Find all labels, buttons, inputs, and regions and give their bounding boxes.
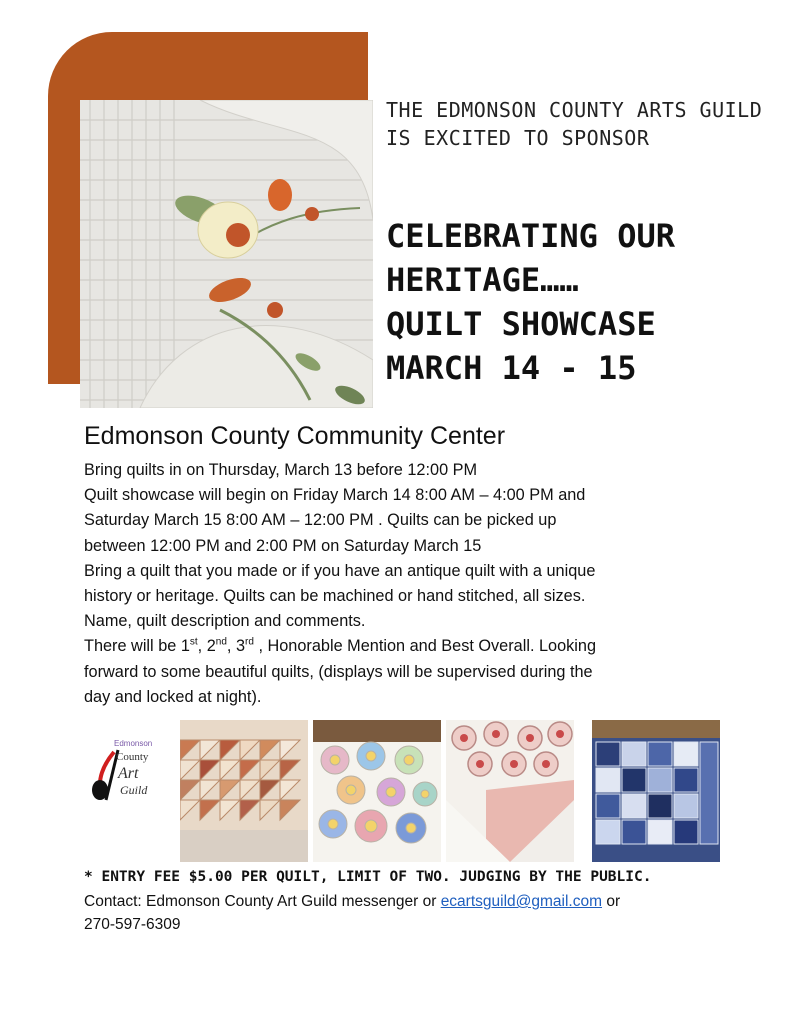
event-headline xyxy=(386,214,776,390)
bring-line-3: Name, quilt description and comments. xyxy=(84,612,366,631)
quilt-photo-pink-hexagons xyxy=(446,720,574,862)
contact-line xyxy=(84,890,724,913)
hero-quilt-photo xyxy=(80,100,373,408)
quilt-triangles-image xyxy=(180,720,308,862)
headline-line-2: HERITAGE…… xyxy=(386,261,579,299)
entry-fee-note xyxy=(84,866,651,888)
headline-line-3: QUILT SHOWCASE xyxy=(386,305,656,343)
art-guild-logo xyxy=(84,730,170,820)
entry-fee-text: ENTRY FEE $5.00 PER QUILT, LIMIT OF TWO. JUDGING BY THE PUBLIC. xyxy=(101,869,652,885)
contact-email-link[interactable]: ecartsguild@gmail.com xyxy=(440,893,603,910)
quilt-applique-image xyxy=(80,100,373,408)
awards-rest: , Honorable Mention and Best Overall. Looking xyxy=(253,637,597,656)
showcase-line-2: Saturday March 15 8:00 AM – 12:00 PM . Quilts can be picked up xyxy=(84,511,557,530)
quilt-photo-blue-patchwork xyxy=(592,720,720,862)
headline-line-4: MARCH 14 - 15 xyxy=(386,349,637,387)
awards-prefix: There will be 1 xyxy=(84,637,190,656)
headline-line-1: CELEBRATING OUR xyxy=(386,217,675,255)
entry-asterisk: * xyxy=(84,869,93,885)
logo-text-art: Art xyxy=(118,765,139,782)
sponsor-line-1: THE EDMONSON COUNTY ARTS GUILD xyxy=(386,98,763,122)
contact-info xyxy=(84,890,724,936)
awards-line-3: day and locked at night). xyxy=(84,687,262,706)
quilt-photo-hexagons xyxy=(313,720,441,862)
awards-third: , 3 xyxy=(226,637,246,656)
event-details xyxy=(84,458,714,710)
awards-st: st xyxy=(189,637,198,648)
venue-title: Edmonson County Community Center xyxy=(84,422,506,450)
contact-phone: 270-597-6309 xyxy=(84,916,181,933)
quilt-hexagons-image xyxy=(313,720,441,862)
awards-line-1 xyxy=(84,634,714,659)
logo-text-edmonson: Edmonson xyxy=(114,739,153,748)
showcase-line-1: Quilt showcase will begin on Friday March 14 8:00 AM – 4:00 PM and xyxy=(84,486,586,505)
bring-line-1: Bring a quilt that you made or if you have an antique quilt with a unique xyxy=(84,561,596,580)
bring-line-2: history or heritage. Quilts can be machined or hand stitched, all sizes. xyxy=(84,587,586,606)
showcase-line-3: between 12:00 PM and 2:00 PM on Saturday March 15 xyxy=(84,536,482,555)
sponsor-text xyxy=(386,96,766,152)
logo-text-guild: Guild xyxy=(120,783,148,797)
awards-second: , 2 xyxy=(197,637,216,656)
contact-prefix: Contact: Edmonson County Art Guild messenger or xyxy=(84,893,441,910)
sponsor-line-2: IS EXCITED TO SPONSOR xyxy=(386,126,650,150)
quilt-blue-patchwork-image xyxy=(592,720,720,862)
quilt-photo-triangles xyxy=(180,720,308,862)
contact-suffix: or xyxy=(602,893,621,910)
logo-text-county: County xyxy=(116,751,149,763)
quilt-pink-hexagons-image xyxy=(446,720,574,862)
awards-nd: nd xyxy=(215,637,227,648)
quilt-photo-strip xyxy=(84,720,724,862)
dropoff-line: Bring quilts in on Thursday, March 13 before 12:00 PM xyxy=(84,461,478,479)
art-guild-logo-graphic xyxy=(84,730,170,820)
awards-line-2: forward to some beautiful quilts, (displays will be supervised during the xyxy=(84,662,593,681)
awards-rd: rd xyxy=(245,637,254,648)
